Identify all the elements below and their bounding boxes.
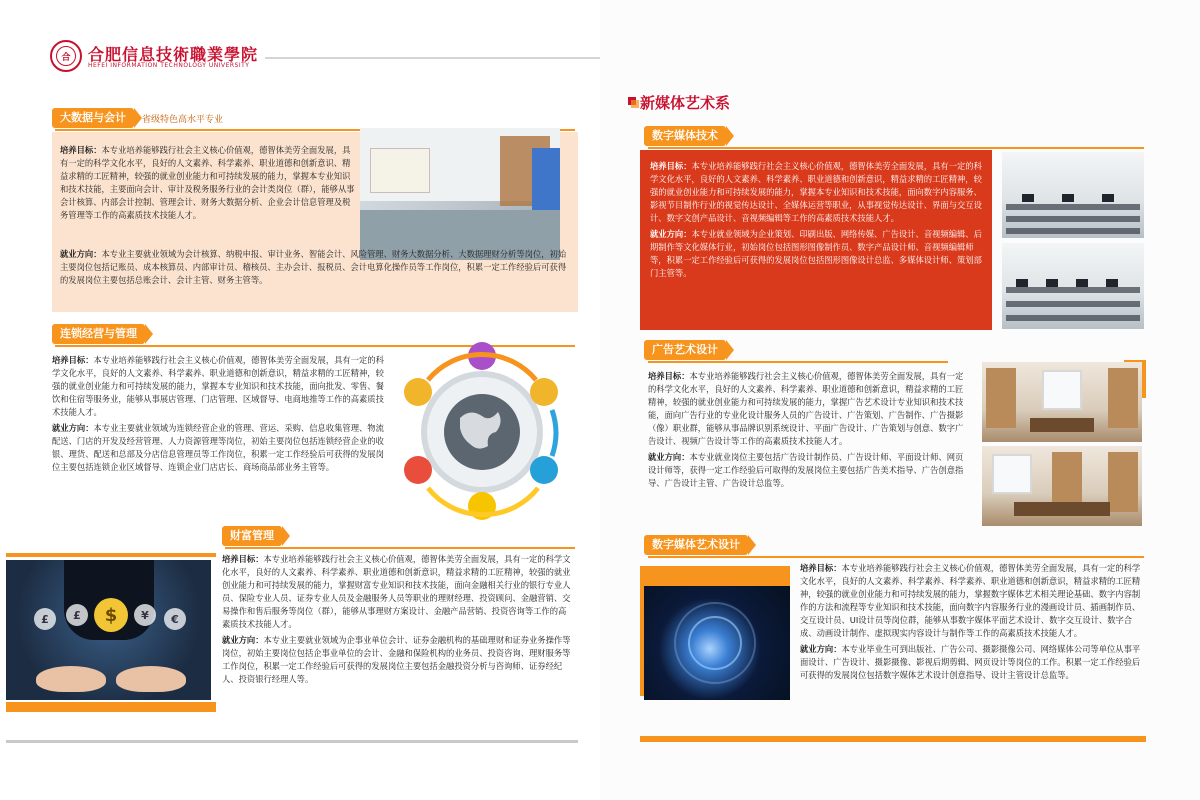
chain-management-text: 培养目标：本专业培养能够践行社会主义核心价值观，德智体美劳全面发展，具有一定的科学文化水平，良好的人文素养、科学素养、职业道德和创新意识，精益求精的工匠精神，较强的就业创业能力和可持续发展的能力，掌握本专业知识和技术技能，面向批发、零售、餐饮和住宿等服务业，能够从事展店管理、门店管理、区域督导、电商地推等工作的高素质技术技能人才。 就业方向：本专业主要就业领域为连锁经营企业的管理、营运、采购、信息收集管理、物流配送、门店的开发及经营管理、人力资源管理等岗位，初始主要岗位包括连锁经营企业的收银、理货、配送和总部及分店信息管理员等工作岗位，积累一定工作经验后可获得的发展岗位主要包括连锁企业区域督导、连锁企业门店店长、商场商品部业务主管等。 [52, 355, 384, 472]
wealth-management-text: 培养目标：本专业培养能够践行社会主义核心价值观，德智体美劳全面发展，具有一定的科学文化水平，良好的人文素养、科学素养、职业道德和创新意识，精益求精的工匠精神，较强的就业创业能力和可持续发展的能力，掌握财富专业知识和技术技能，面向金融相关行业的银行专业人员、保险专业人员、证券专业人员及金融服务人员等职业的理财经理、投资顾问、金融营销、交易操作和售后服务等岗位（群），能够从事理财方案设计、金融产品营销、投资咨询等工作的高素质技术技能人才。 就业方向：本专业主要就业领域为企事业单位会计、证券金融机构的基础理财和证券业务操作等岗位，初始主要岗位包括企事业单位的会计、金融和保险机构的业务员、投资咨询、理财服务等工作岗位，积累一定工作经验后可获得的发展岗位主要包括金融投资分析与咨询师、证券经纪人、投资银行经理人等。 [222, 554, 571, 684]
digital-media-art-text: 培养目标：本专业培养能够践行社会主义核心价值观，德智体美劳全面发展，具有一定的科学文化水平，良好的人文素养、科学素养、科学素养、职业道德和创新意识，精益求精的工匠精神，较强的就业创业能力和可持续发展的能力，掌握数字媒体艺术相关理论基础、数字内容制作的方法和流程等专业知识和技术技能，面向数字内容服务行业的漫画设计员、插画制作员、交互设计员、UI设计员等岗位群，能够从事数字媒体平面艺术设计、数字交互设计、数字合成、动画设计制作、虚拟现实内容设计与制作等工作的高素质技术技能人才。 就业方向：本专业毕业生可到出版社、广告公司、摄影摄像公司、网络媒体公司等单位从事平面设计、广告设计、摄影摄像、影视后期剪辑、网页设计等岗位的工作。积累一定工作经验后可获得的发展岗位包括数字媒体艺术设计创意指导、设计主管设计总监等。 [800, 563, 1141, 680]
orbit-icon-orange [404, 378, 432, 406]
school-seal-icon: 合 [50, 40, 82, 72]
section-tag-chain-management: 连锁经营与管理 [52, 324, 145, 344]
wealth-hands-photo: £ £ $ ¥ € [6, 560, 211, 700]
section-tag-digital-media-tech: 数字媒体技术 [644, 126, 726, 146]
digital-media-tech-text: 培养目标：本专业培养能够践行社会主义核心价值观，德智体美劳全面发展，具有一定的科学文化水平，良好的人文素养、科学素养、职业道德和创新意识，精益求精的工匠精神，较强的就业创业能力和可持续发展的能力，掌握本专业知识和技术技能，面向数字内容服务、影视节目制作行业的视觉传达设计、全媒体运营等职业，从事视觉传达设计、界面与交互设计、数字文创产品设计、音视频编辑等工作的高素质技术技能人才。 就业方向：本专业就业领域为企业策划、印刷出版、网络传媒、广告设计、音视频编辑、后期制作等文化媒体行业，初始岗位包括图形图像制作员、数字产品设计师、音视频编辑师等，积累一定工作经验后可获得的发展岗位包括图形图像设计总监、多媒体设计师、策划部门主管等。 [650, 161, 982, 278]
accounting-goal-text: 培养目标：本专业培养能够践行社会主义核心价值观，德智体美劳全面发展，具有一定的科学文化水平，良好的人文素养、科学素养、职业道德和创新意识、精益求精的工匠精神，较强的就业创业能力和可持续发展的能力，掌握本专业知识和技术技能，主要面向会计、审计及税务服务行业的会计类岗位（群），能够从事会计核算、内部会计控制、管理会计、财务大数据分析、企业会计信息管理及税务管理等工作的高素质技术技能人才。 [60, 145, 355, 220]
section-underline [648, 556, 1144, 558]
orbit-icon-red [404, 456, 432, 484]
design-studio-photo-1 [982, 362, 1142, 442]
section-tag-big-data-accounting: 大数据与会计 [52, 108, 134, 128]
computer-lab-photo-2 [1002, 243, 1144, 329]
footer-orange-bar [640, 736, 1146, 742]
advertising-design-text: 培养目标：本专业培养能够践行社会主义核心价值观，德智体美劳全面发展，具有一定的科学文化水平，良好的人文素养、科学素养、职业道德和创新意识，精益求精的工匠精神，较强的就业创业能力和可持续发展的能力，掌握广告艺术设计专业知识和技术技能，面向广告行业的专业化设计服务人员的广告设计、广告策划、广告制作、广告摄影（像）职业群，能够从事品牌识别系统设计、平面广告设计、广告策划与创意、数字广告设计、视频广告设计等工作的高素质技术技能人才。 就业方向：本专业就业岗位主要包括广告设计制作员、广告设计师、平面设计师、网页设计师等，获得一定工作经验后可取得的发展岗位主要包括广告美术指导、广告创意指导、广告设计主管、广告设计总监等。 [648, 371, 964, 488]
section-subtag: 省级特色高水平专业 [142, 115, 224, 125]
chain-business-globe-diagram [398, 340, 566, 522]
school-header [50, 40, 610, 80]
section-underline [648, 361, 948, 363]
footer-rule [6, 740, 578, 743]
school-name-en: HEFEI INFORMATION TECHNOLOGY UNIVERSITY [88, 62, 250, 69]
section-tag-advertising-design: 广告艺术设计 [644, 340, 726, 360]
design-studio-photo-2 [982, 446, 1142, 526]
section-tag-digital-media-art: 数字媒体艺术设计 [644, 535, 748, 555]
section-underline [648, 147, 1144, 149]
accounting-classroom-photo [360, 128, 560, 260]
department-title: 新媒体艺术系 [640, 94, 731, 112]
orange-accent-bar [6, 702, 216, 712]
digital-media-tech-box [640, 150, 992, 330]
computer-lab-photo-1 [1002, 152, 1144, 238]
section-tag-wealth-management: 财富管理 [222, 526, 282, 546]
section-underline [225, 547, 575, 549]
dept-marker-accent-icon [631, 100, 639, 108]
accounting-job-text: 就业方向：本专业主要就业领域为会计核算、纳税申报、审计业务、智能会计、风险管理、财务大数据分析、大数据理财分析等岗位，初始主要岗位包括记账员、成本核算员、内部审计员、稽核员、主办会计、报税员、会计电算化操作员等工作岗位，积累一定工作经验后可获得的发展岗位主要包括总账会计、会计主管、财务主管等。 [60, 249, 567, 285]
orange-accent-bar [6, 553, 216, 557]
orbit-icon-blue [530, 456, 558, 484]
digital-eye-photo [644, 586, 790, 700]
school-name-cn: 合肥信息技術職業學院 [88, 45, 259, 64]
orbit-icon-yellow [530, 378, 558, 406]
